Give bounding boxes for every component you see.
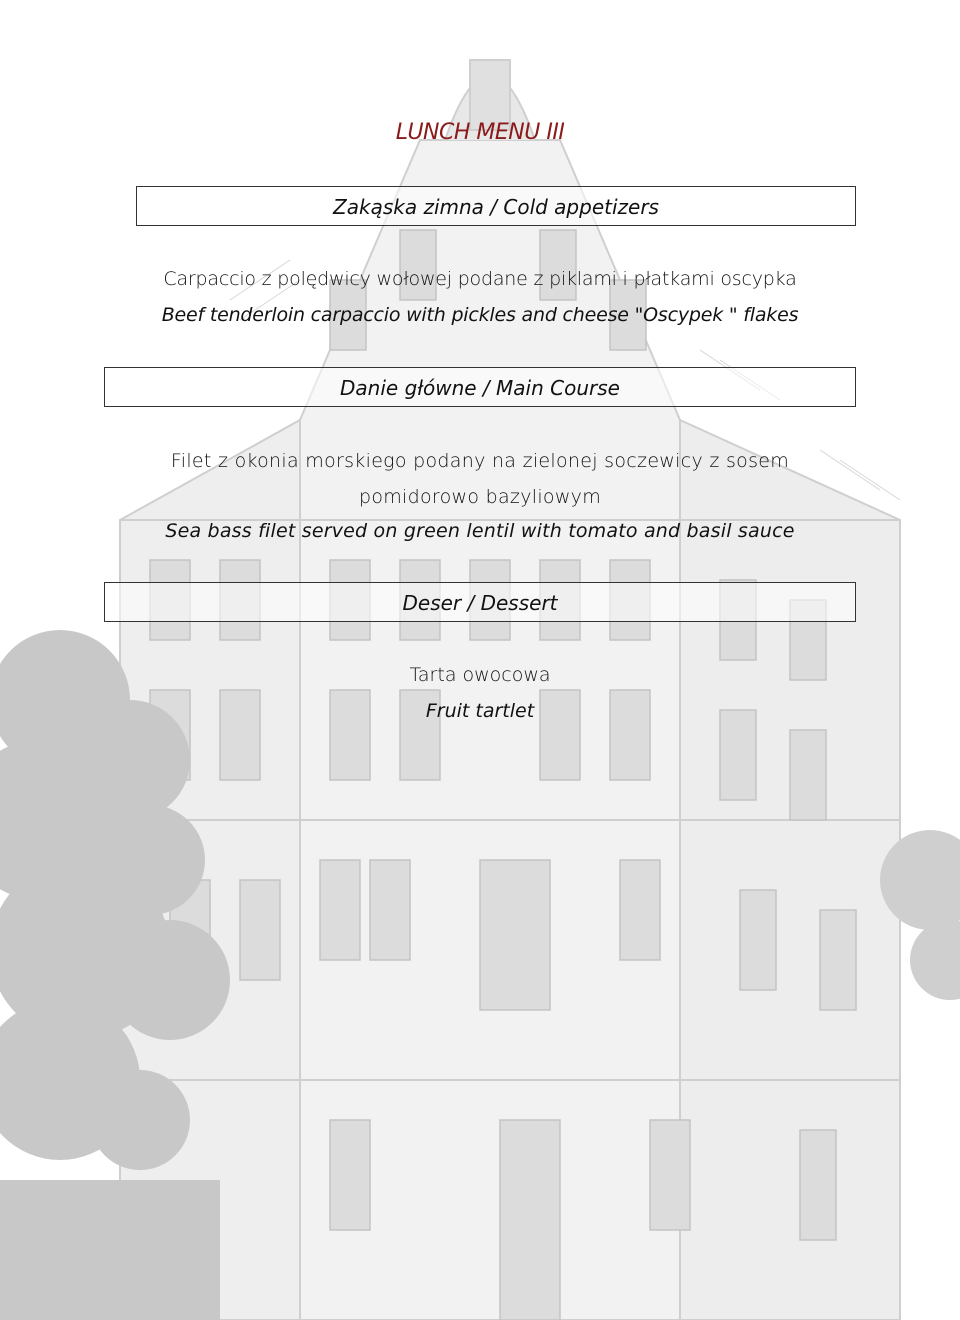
menu-item-polish-line-continued: pomidorowo bazyliowym	[358, 486, 602, 508]
menu-item-polish-line: Tarta owocowa	[409, 664, 551, 686]
menu-item-english-line: Fruit tartlet	[425, 700, 535, 722]
menu-title: LUNCH MENU III	[395, 120, 565, 145]
menu-item-english-line: Sea bass filet served on green lentil with tomato and basil sauce	[165, 520, 795, 542]
section-heading-main-course: Danie główne / Main Course	[104, 367, 856, 407]
section-heading-dessert: Deser / Dessert	[104, 582, 856, 622]
menu-item-polish-line: Carpaccio z polędwicy wołowej podane z piklami i płatkami oscypka	[163, 268, 797, 290]
menu-item-english-line: Beef tenderloin carpaccio with pickles and cheese "Oscypek " flakes	[161, 304, 799, 326]
menu-item-polish-line: Filet z okonia morskiego podany na zielonej soczewicy z sosem	[170, 450, 790, 472]
section-heading-cold-appetizers: Zakąska zimna / Cold appetizers	[136, 186, 856, 226]
